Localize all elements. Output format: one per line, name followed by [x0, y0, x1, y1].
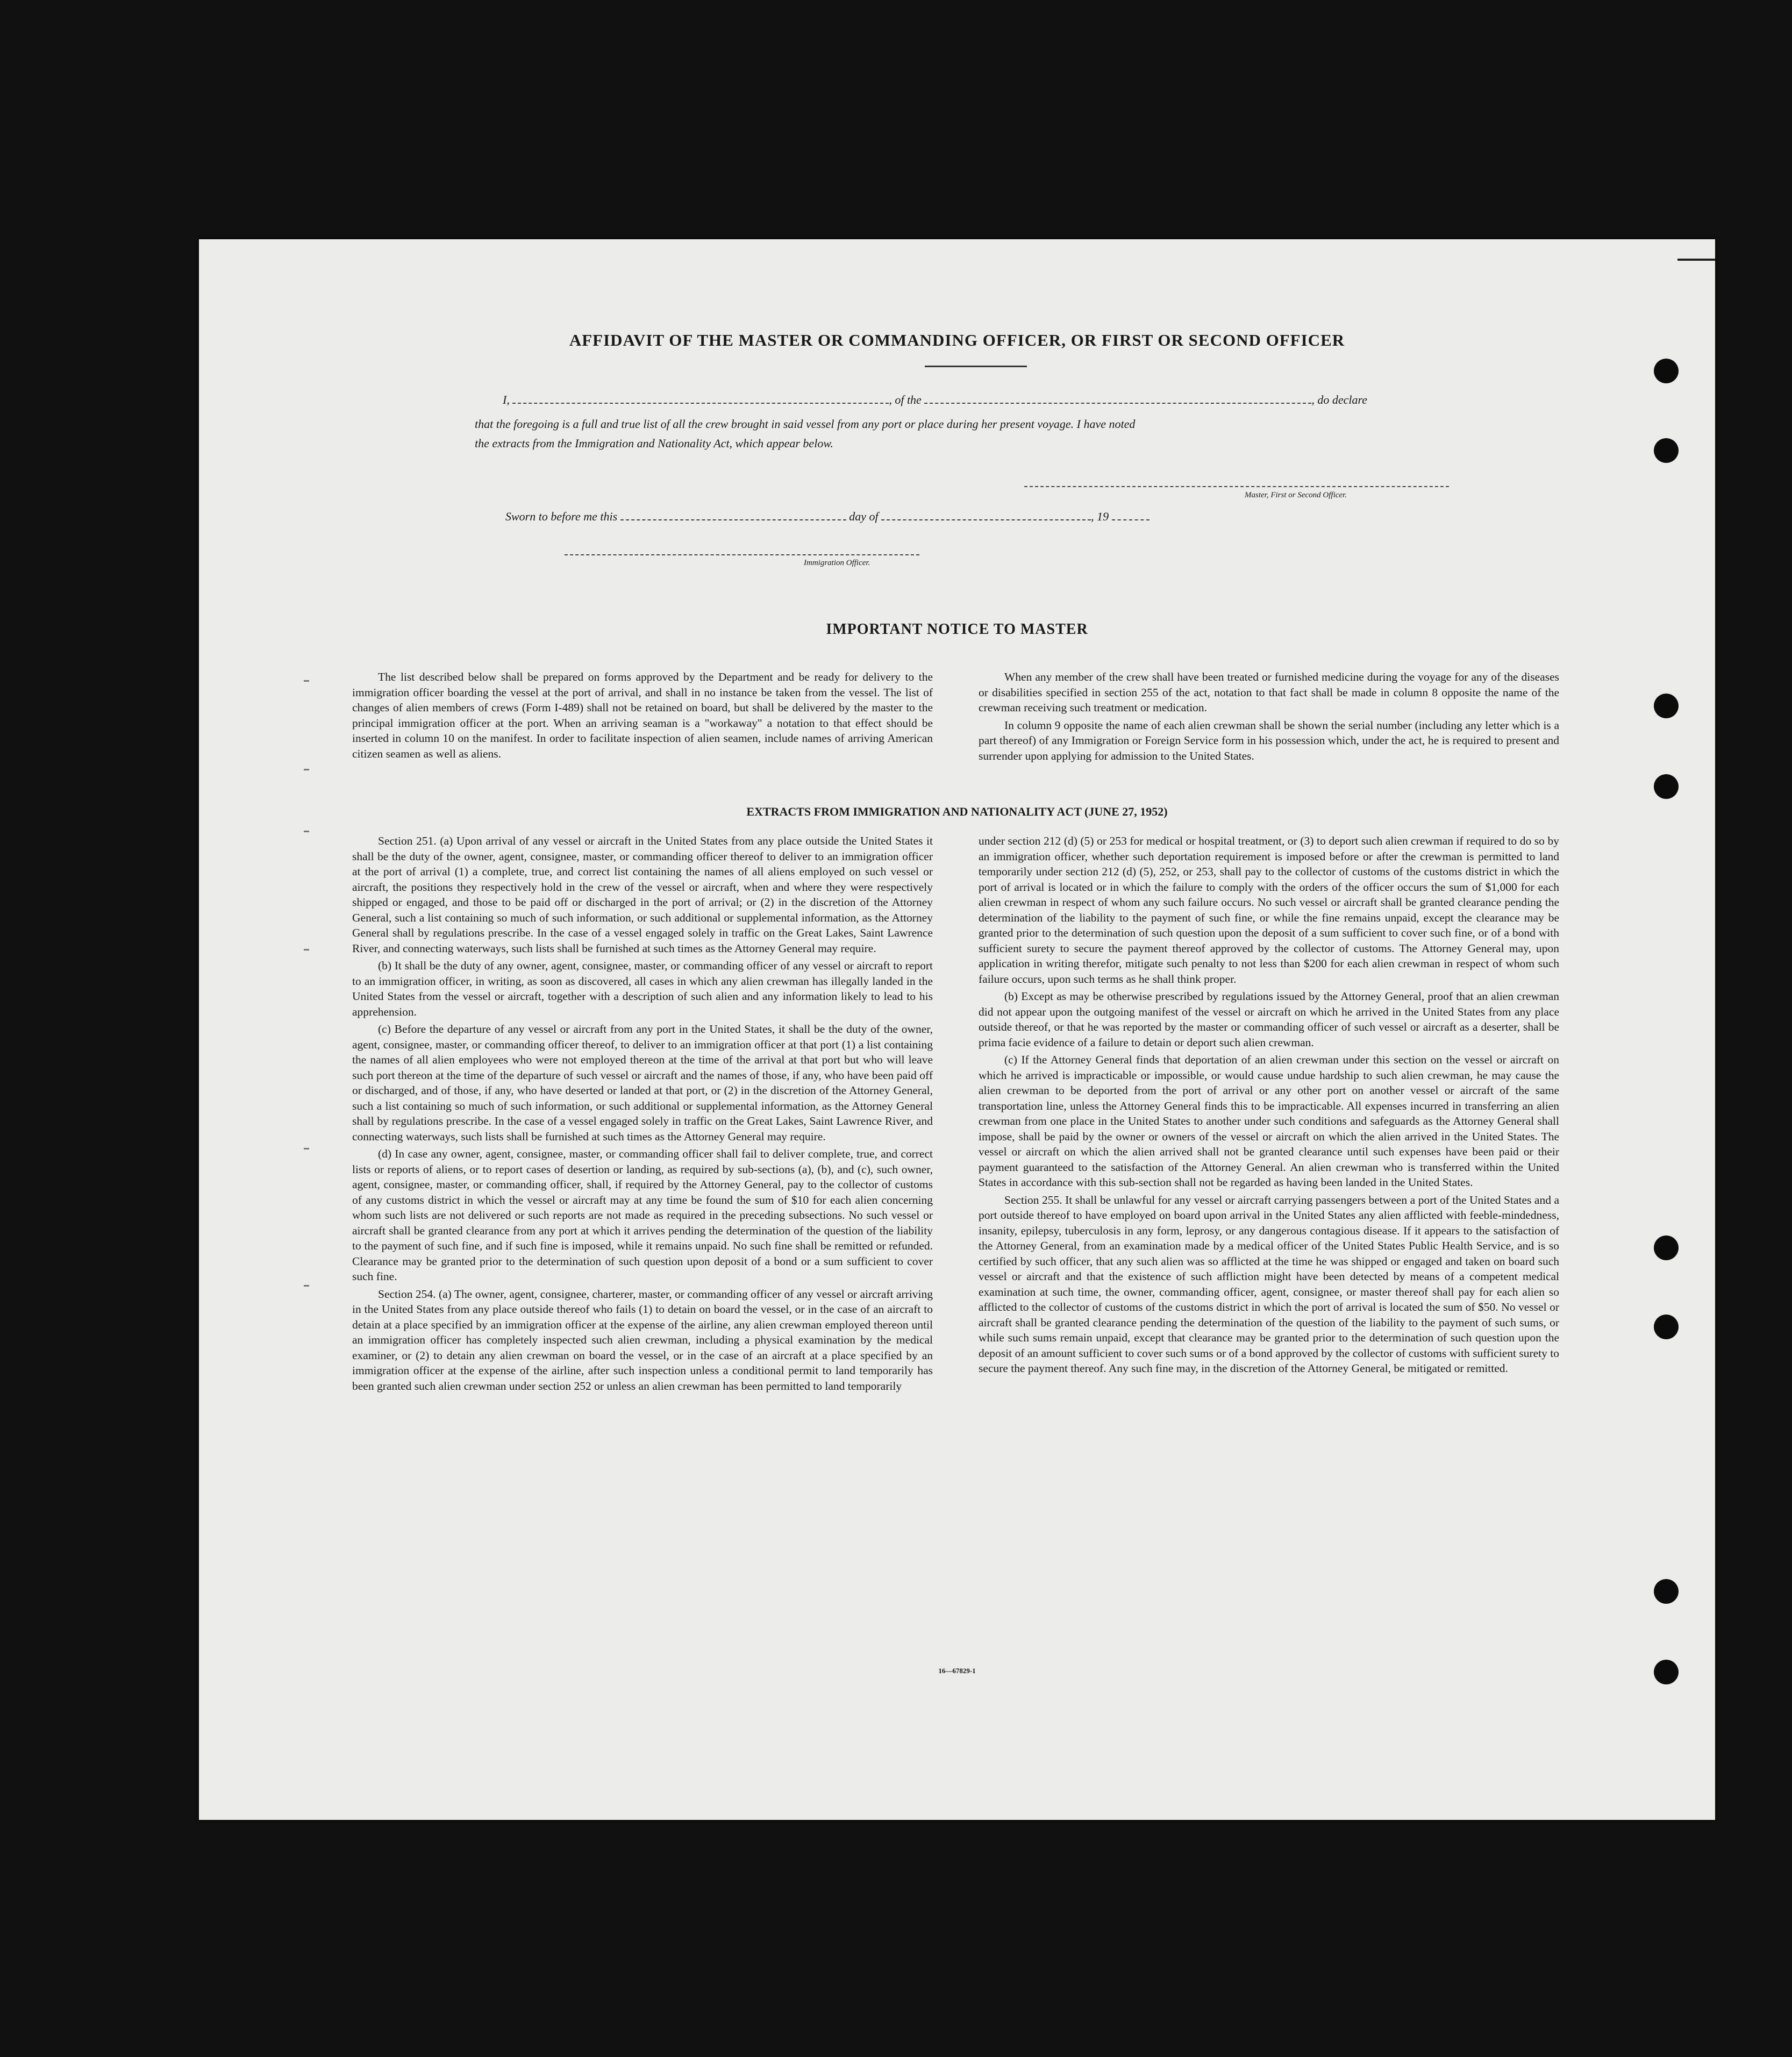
- binder-hole: [1654, 694, 1679, 718]
- sworn-day-field[interactable]: [620, 512, 846, 520]
- officer-signature-line[interactable]: [565, 547, 919, 555]
- statute-paragraph: (b) Except as may be otherwise prescribed by regulations issued by the Attorney General, proof that an alien crewman did not appear upon the outgoing manifest of the vessel or aircraft on which he arrived in the United States from any place outside thereof, or that he was reported by the master or commanding officer of such vessel or aircraft as a deserter, shall be prima facie evidence of a failure to detain or deport such alien crewman.: [979, 990, 1559, 1049]
- notice-paragraph: The list described below shall be prepared on forms approved by the Department and be ready for delivery to the immigration officer boarding the vessel at the port of arrival, and shall in no instance be taken from the vessel. The list of changes of alien members of crews (Form I-489) shall not be retained on board, but shall be delivered by the master to the principal immigration officer at the port. When an arriving seaman is a "workaway" a notation to that effect should be inserted in column 10 on the manifest. In order to facilitate inspection of alien seamen, include names of arriving American citizen seamen as well as aliens.: [352, 670, 933, 760]
- master-signature-line[interactable]: [1024, 478, 1449, 487]
- officer-of-label: , of the: [889, 393, 922, 406]
- binder-hole: [1654, 1315, 1679, 1339]
- statute-paragraph: (d) In case any owner, agent, consignee, master, or commanding officer shall fail to deliver complete, true, and correct lists or reports of aliens, or to report cases of desertion or landing, as required by sub-sections (a), (b), and (c), such owner, agent, consignee, master, or commanding officer, shall, if required by the Attorney General, pay to the collector of customs of any customs district in which the vessel or aircraft may at any time be found the sum of $10 for each alien concerning whom such lists are not delivered or such reports are not made as required in the preceding subsections. No such vessel or aircraft shall be granted clearance from any port at which it arrives pending the determination of the question of the liability to the payment of such fine, and if such fine is imposed, while it remains unpaid. No such fine shall be remitted or refunded. Clearance may be granted prior to the determination of such question upon deposit of a bond or a sum sufficient to cover such fine.: [352, 1147, 933, 1283]
- extracts-left-column: [352, 833, 933, 1394]
- margin-mark: [304, 831, 309, 832]
- form-code: 16—67829-1: [938, 1667, 976, 1675]
- sworn-year-field[interactable]: [1112, 512, 1150, 520]
- notice-left-column: [352, 669, 933, 761]
- statute-paragraph: Section 251. (a) Upon arrival of any vessel or aircraft in the United States from any place outside the United States it shall be the duty of the owner, agent, consignee, master, or commanding officer thereof to deliver to an immigration officer at the port of arrival (1) a complete, true, and correct list containing the names of all aliens employed on such vessel or aircraft, the positions they respectively hold in the crew of the vessel or aircraft, when and where they were respectively shipped or engaged, and those to be paid off or discharged in the port of arrival; or (2) in the discretion of the Attorney General, such a list containing so much of such information, or such additional or supplemental information, as the Attorney General shall by regulations prescribe. In the case of a vessel engaged solely in traffic on the Great Lakes, Saint Lawrence River, and connecting waterways, such lists shall be furnished at such times as the Attorney General may require.: [352, 834, 933, 955]
- declaration-text-2: that the foregoing is a full and true list of all the crew brought in said vessel from any port or place during her present voyage. I have noted: [475, 417, 1136, 431]
- statute-paragraph: Section 255. It shall be unlawful for any vessel or aircraft carrying passengers between a port of the United States and a port outside thereof to have employed on board upon arrival in the United States any alien afflicted with feeble-mindedness, insanity, epilepsy, tuberculosis in any form, leprosy, or any dangerous contagious disease. If it appears to the satisfaction of the Attorney General, from an examination made by a medical officer of the United States Public Health Service, and is so certified by such officer, that any such alien was so afflicted at the time he was shipped or engaged and taken on board such vessel or aircraft and that the existence of such affliction might have been detected by means of a competent medical examination at such time, the owner, commanding officer, agent, consignee, or master thereof shall pay for each alien so afflicted to the collector of customs of the customs district in which the port of arrival is located the sum of $50. No vessel or aircraft shall be granted clearance pending the determination of the question of the liability to the payment of such sums, or while such sums remain unpaid, except that clearance may be granted prior to the determination of such question upon the deposit of an amount sufficient to cover such sums or of a bond approved by the collector of customs with sufficient surety to secure the payment thereof. Any such fine may, in the discretion of the Attorney General, be mitigated or remitted.: [979, 1193, 1559, 1375]
- binder-hole: [1654, 774, 1679, 799]
- margin-mark: [304, 949, 309, 951]
- declarant-prefix: I,: [503, 393, 510, 406]
- statute-paragraph: Section 254. (a) The owner, agent, consignee, charterer, master, or commanding officer of any vessel or aircraft arriving in the United States from any place outside thereof who fails (1) to detain on board the vessel, or in the case of an aircraft to detain at a place specified by an immigration officer at the expense of the airline, any alien crewman employed thereon until an immigration officer has completely inspected such alien crewman, including a physical examination by the medical examiner, or (2) to detain any alien crewman on board the vessel, or in the case of an aircraft at a place specified by an immigration officer at the expense of the airline, after such inspection unless a conditional permit to land temporarily has been granted such alien crewman under section 252 or unless an alien crewman has been permitted to land temporarily: [352, 1287, 933, 1392]
- notice-right-column: [979, 669, 1559, 763]
- officer-signature-label: Immigration Officer.: [804, 559, 870, 567]
- statute-paragraph: under section 212 (d) (5) or 253 for medical or hospital treatment, or (3) to deport such alien crewman if required to do so by an immigration officer, whether such deportation requirement is imposed before or after the crewman is permitted to land temporarily under section 212 (d) (5), 252, or 253, shall pay to the collector of customs of the customs district in which the port of arrival is located or in which the failure to comply with the orders of the officer occurs the sum of $1,000 for each alien crewman in respect of whom any such failure occurs. No such vessel or aircraft shall be granted clearance pending the determination of the liability to the payment of such fine, or while the fine remains unpaid, except the clearance may be granted prior to the determination of such question upon the deposit of a sum sufficient to cover such fine, or of a bond with sufficient surety to secure the payment thereof approved by the collector of customs. The Attorney General may, upon application in writing therefor, mitigate such penalty to not less than $200 for each alien crewman in respect of whom such failure occurs, upon such terms as he shall think proper.: [979, 834, 1559, 985]
- title-rule: [925, 366, 1027, 367]
- margin-mark: [304, 769, 309, 770]
- margin-mark: [304, 680, 309, 682]
- binder-hole: [1654, 1235, 1679, 1260]
- year-prefix-label: , 19: [1091, 510, 1109, 523]
- sworn-line: [505, 509, 1150, 525]
- do-declare-label: , do declare: [1311, 393, 1367, 406]
- affidavit-title: AFFIDAVIT OF THE MASTER OR COMMANDING OFFICER, OR FIRST OR SECOND OFFICER: [569, 331, 1345, 349]
- declarant-name-field[interactable]: [512, 395, 889, 404]
- margin-mark: [304, 1285, 309, 1287]
- binder-hole: [1654, 359, 1679, 383]
- notice-title: IMPORTANT NOTICE TO MASTER: [826, 621, 1088, 638]
- master-signature-label: Master, First or Second Officer.: [1245, 491, 1347, 499]
- statute-paragraph: (b) It shall be the duty of any owner, agent, consignee, master, or commanding officer of any vessel or aircraft to report to an immigration officer, in writing, as soon as discovered, all cases in which any alien crewman has illegally landed in the United States from the vessel or aircraft, together with a description of such alien and any information likely to lead to his apprehension.: [352, 959, 933, 1018]
- vessel-name-field[interactable]: [924, 395, 1311, 404]
- statute-paragraph: (c) If the Attorney General finds that deportation of an alien crewman under this section on the vessel or aircraft on which he arrived is impracticable or impossible, or would cause undue hardship to such alien crewman, he may cause the alien crewman to be deported from the port of arrival or any other port on another vessel or aircraft of the same transportation line, unless the Attorney General finds this to be impracticable. All expenses incurred in transferring an alien crewman from one place in the United States to another under such conditions and safeguards as the Attorney General shall impose, shall be paid by the owner or owners of the vessel or aircraft on which the alien arrived in the United States. The vessel or aircraft on which the alien arrived shall not be granted clearance until such expenses have been paid or their payment guaranteed to the satisfaction of the Attorney General. An alien crewman who is transferred within the United States in accordance with this sub-section shall not be regarded as having been landed in the United States.: [979, 1053, 1559, 1189]
- document-page: [199, 239, 1715, 1820]
- sworn-month-field[interactable]: [881, 512, 1091, 520]
- declaration-line: [503, 392, 1367, 408]
- sworn-prefix: Sworn to before me this: [505, 510, 618, 523]
- declaration-text-3: the extracts from the Immigration and Nationality Act, which appear below.: [475, 437, 833, 450]
- notice-paragraph: When any member of the crew shall have been treated or furnished medicine during the voyage for any of the diseases or disabilities specified in section 255 of the act, notation to that fact shall be made in column 8 opposite the name of the crewman receiving such treatment or medication.: [979, 670, 1559, 714]
- extracts-right-column: [979, 833, 1559, 1376]
- margin-mark: [304, 1148, 309, 1149]
- corner-mark: [1677, 259, 1715, 261]
- binder-hole: [1654, 438, 1679, 463]
- day-of-label: day of: [849, 510, 879, 523]
- statute-paragraph: (c) Before the departure of any vessel or aircraft from any port in the United States, it shall be the duty of the owner, agent, consignee, master, or commanding officer thereof, to deliver to an immigration officer at that port (1) a list containing the names of all alien employees who were not employed thereon at the time of the arrival at that port but who will leave such port thereon at the time of the departure of such vessel or aircraft and the names of those, if any, who have been paid off or discharged, and of those, if any, who have deserted or landed at that port, or (2) in the discretion of the Attorney General, such a list containing so much of such information, or such additional or supplemental information, as the Attorney General shall by regulations prescribe. In the case of a vessel engaged solely in traffic on the Great Lakes, Saint Lawrence River, and connecting waterways, such lists shall be furnished at such times as the Attorney General may require.: [352, 1023, 933, 1143]
- notice-paragraph: In column 9 opposite the name of each alien crewman shall be shown the serial number (including any letter which is a part thereof) of any Immigration or Foreign Service form in his possession which, under the act, he is required to present and surrender upon applying for admission to the United States.: [979, 718, 1559, 762]
- binder-hole: [1654, 1579, 1679, 1604]
- extracts-title: EXTRACTS FROM IMMIGRATION AND NATIONALITY ACT (JUNE 27, 1952): [746, 805, 1168, 818]
